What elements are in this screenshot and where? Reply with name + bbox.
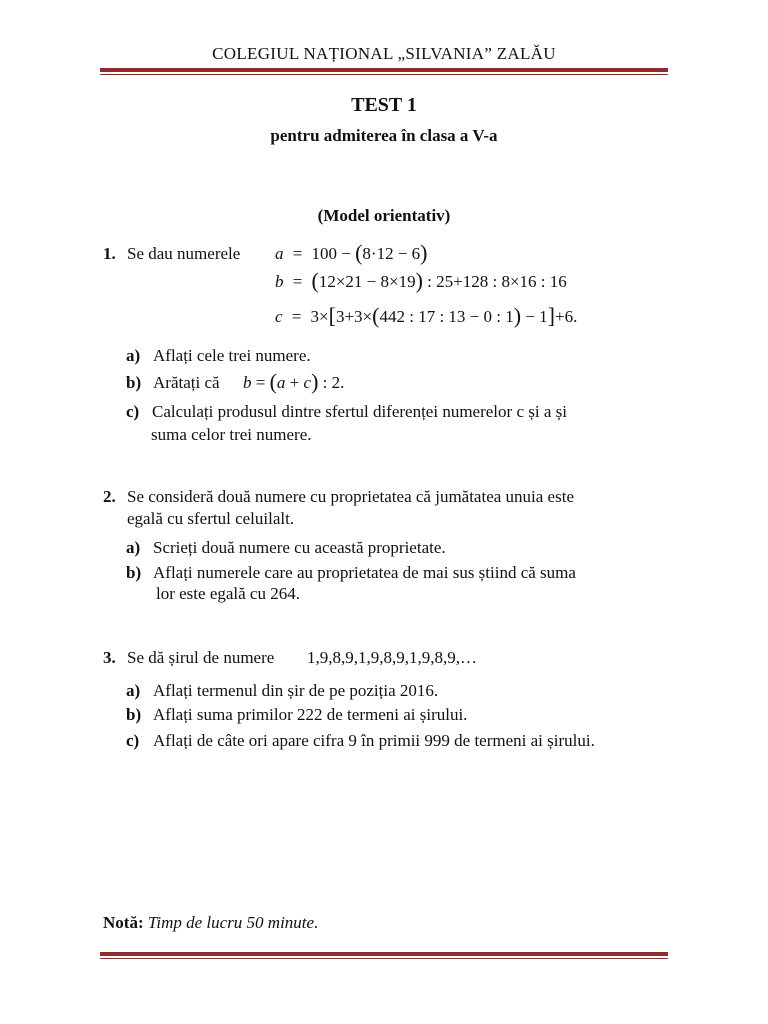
problem-3-part-b-label: b) bbox=[126, 705, 142, 724]
problem-1-part-c-label: c) bbox=[126, 402, 140, 421]
note bbox=[103, 913, 318, 933]
problem-2-part-b-line1: Aflați numerele care au proprietatea de mai sus știind că suma bbox=[153, 563, 576, 582]
header-rule bbox=[100, 68, 668, 75]
problem-1-part-c-line2: suma celor trei numere. bbox=[151, 425, 312, 444]
school-header: COLEGIUL NAȚIONAL „SILVANIA” ZALĂU bbox=[212, 44, 556, 63]
equation-b: b = (12×21 − 8×19) : 25+128 : 8×16 : 16 bbox=[275, 268, 567, 293]
problem-3-text: Se dă șirul de numere bbox=[127, 648, 275, 667]
problem-2-part-a-label: a) bbox=[126, 538, 141, 557]
problem-1-number: 1. bbox=[103, 244, 116, 263]
problem-2-part-b-label: b) bbox=[126, 563, 142, 582]
problem-3-sequence: 1,9,8,9,1,9,8,9,1,9,8,9,… bbox=[307, 648, 477, 667]
problem-1-part-a-text: Aflați cele trei numere. bbox=[153, 346, 311, 365]
problem-1-part-c-line1: Calculați produsul dintre sfertul diferenței numerelor c și a și bbox=[152, 402, 567, 421]
model-label: (Model orientativ) bbox=[317, 206, 451, 225]
note-label: Notă: bbox=[103, 913, 144, 932]
test-title: TEST 1 bbox=[351, 94, 417, 116]
footer-rule bbox=[100, 952, 668, 959]
problem-1-part-b-text: Arătați că bbox=[153, 373, 220, 392]
equation-c: c = 3×[3+3×(442 : 17 : 13 − 0 : 1) − 1]+6. bbox=[275, 303, 578, 328]
problem-1-part-b-label: b) bbox=[126, 373, 142, 392]
problem-2-number: 2. bbox=[103, 487, 116, 506]
problem-2-part-b-line2: lor este egală cu 264. bbox=[156, 584, 300, 603]
problem-1-text: Se dau numerele bbox=[127, 244, 241, 263]
equation-a: a = 100 − (8·12 − 6) bbox=[275, 240, 428, 265]
problem-3-part-c-label: c) bbox=[126, 731, 140, 750]
problem-3-part-b-text: Aflați suma primilor 222 de termeni ai șirului. bbox=[153, 705, 468, 724]
problem-2-line1: Se consideră două numere cu proprietatea că jumătatea unuia este bbox=[127, 487, 574, 506]
problem-1-part-b-math: b = (a + c) : 2. bbox=[243, 369, 345, 394]
note-text: Timp de lucru 50 minute. bbox=[147, 913, 319, 932]
problem-2-part-a-text: Scrieți două numere cu această proprietate. bbox=[153, 538, 446, 557]
problem-3-part-c-text: Aflați de câte ori apare cifra 9 în primii 999 de termeni ai șirului. bbox=[153, 731, 595, 750]
problem-2-line2: egală cu sfertul celuilalt. bbox=[127, 509, 295, 528]
problem-3-number: 3. bbox=[103, 648, 116, 667]
problem-1-part-a-label: a) bbox=[126, 346, 141, 365]
problem-3-part-a-text: Aflați termenul din șir de pe poziția 2016. bbox=[153, 681, 439, 700]
test-subtitle: pentru admiterea în clasa a V-a bbox=[270, 126, 498, 145]
problem-3-part-a-label: a) bbox=[126, 681, 141, 700]
